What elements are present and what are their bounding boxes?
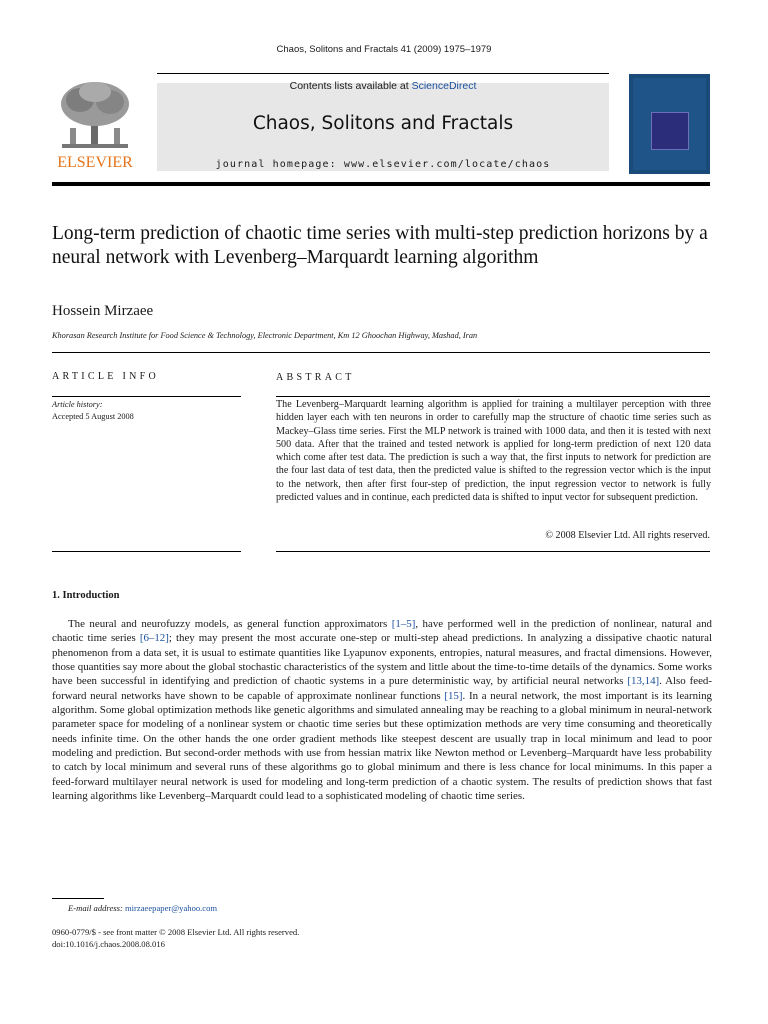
introduction-paragraph: The neural and neurofuzzy models, as general function approximators [1–5], have performed well in the prediction of nonlinear, natural and chaotic time series [6–12]; they may present the most accurate one-step or multi-step ahead predictions. In analyzing a dissipative chaotic natural phenomenon from a data set, it is usual to estimate quantities like Lyapunov exponents, entropies, natural measures, and fractal dimensions. However, those quantities say more about the global stochastic characteristics of the system and little about the time-to-time details of the dynamics. Some works have been successful in identifying and prediction of chaotic systems in a pure deterministic way, by artificial neural networks [13,14]. Also feed-forward neural networks have shown to be capable of approximate nonlinear functions [15]. In a neural network, the most important is its learning algorithm. Some global optimization methods like genetic algorithms and simulated annealing may be reaching to a global minimum in neural-network parameter space for modeling of a nonlinear system or chaotic time series but these optimization methods are very time consuming and theoretically needs infinite time. On the other hands the one order gradient methods like steepest descent are usually trap in local minimum and lead to poor modeling and prediction. But second-order methods with use from hessian matrix like Newton method or Levenberg–Marquardt have less probability to catch by local minimum and several runs of these algorithms go to global minimum and there is less chance for local minimums. In this paper a feed-forward multilayer neural network is used for modeling and long-term prediction of a chaotic system. The results of prediction shows that fast learning algorithms like Levenberg–Marquardt could lead to a sophisticated modeling of chaotic time series. (52, 618, 713, 803)
author-affiliation: Khorasan Research Institute for Food Science & Technology, Electronic Department, Km 12 Ghoochan Highway, Mashad, Iran (52, 331, 478, 340)
cover-art (651, 112, 689, 150)
elsevier-logo (52, 80, 138, 176)
citation-link[interactable]: [1–5] (391, 618, 416, 630)
abstract-text: The Levenberg–Marquardt learning algorithm is applied for training a multilayer perception with three hidden layer each with ten neurons in order to carefully map the structure of chaotic time series such as Mackey–Glass time series. First the MLP network is trained with 1000 data, and then it is tested with next 500 data. After that the trained and tested network is applied for long-term prediction of next 120 data which come after test data. The prediction is such a way that, the first inputs to network for prediction are the four last data of test data, then the predicted value is shifted to the regression vector which is the input to the network, then after first four-step of prediction, the input regression vector to network is fully predicted values and in continue, each predicted data is shifted to input vector for subsequent prediction. (276, 399, 711, 504)
journal-banner (157, 80, 609, 171)
citation-link[interactable]: [13,14] (627, 675, 660, 688)
elsevier-tree-icon (58, 80, 132, 152)
citation-link[interactable]: [15] (444, 689, 463, 702)
email-link[interactable]: mirzaeepaper@yahoo.com (124, 903, 218, 913)
abstract-copyright: © 2008 Elsevier Ltd. All rights reserved. (545, 530, 710, 541)
front-matter: 0960-0779/$ - see front matter © 2008 Elsevier Ltd. All rights reserved. (52, 927, 300, 937)
citation-link[interactable]: [6–12] (139, 632, 169, 645)
divider (52, 396, 241, 397)
journal-title: Chaos, Solitons and Fractals (252, 113, 514, 134)
accepted-date: Accepted 5 August 2008 (52, 412, 134, 421)
running-header: Chaos, Solitons and Fractals 41 (2009) 1975–1979 (276, 44, 492, 55)
divider (52, 551, 241, 552)
elsevier-wordmark: ELSEVIER (57, 154, 133, 171)
journal-cover-image (629, 74, 710, 174)
contents-line: Contents lists available at ScienceDirect (289, 80, 477, 92)
divider (276, 551, 710, 552)
author-name: Hossein Mirzaee (52, 303, 154, 319)
abstract-heading: ABSTRACT (276, 372, 355, 383)
article-title: Long-term prediction of chaotic time series with multi-step prediction horizons by a neural network with Levenberg–Marquardt learning algorithm (52, 223, 708, 268)
divider (52, 352, 710, 353)
article-history-label: Article history: (52, 400, 103, 409)
section-heading: 1. Introduction (52, 590, 120, 601)
article-info-heading: ARTICLE INFO (52, 371, 160, 382)
doi[interactable]: doi:10.1016/j.chaos.2008.08.016 (52, 939, 165, 949)
footnote-email: E-mail address: mirzaeepaper@yahoo.com (68, 903, 218, 913)
footnote-rule (52, 898, 104, 899)
header-rule (52, 182, 710, 186)
journal-homepage[interactable]: journal homepage: www.elsevier.com/locate/chaos (215, 159, 551, 170)
sciencedirect-link[interactable]: ScienceDirect (411, 80, 477, 92)
header-top-rule (157, 73, 609, 74)
divider (276, 396, 710, 397)
